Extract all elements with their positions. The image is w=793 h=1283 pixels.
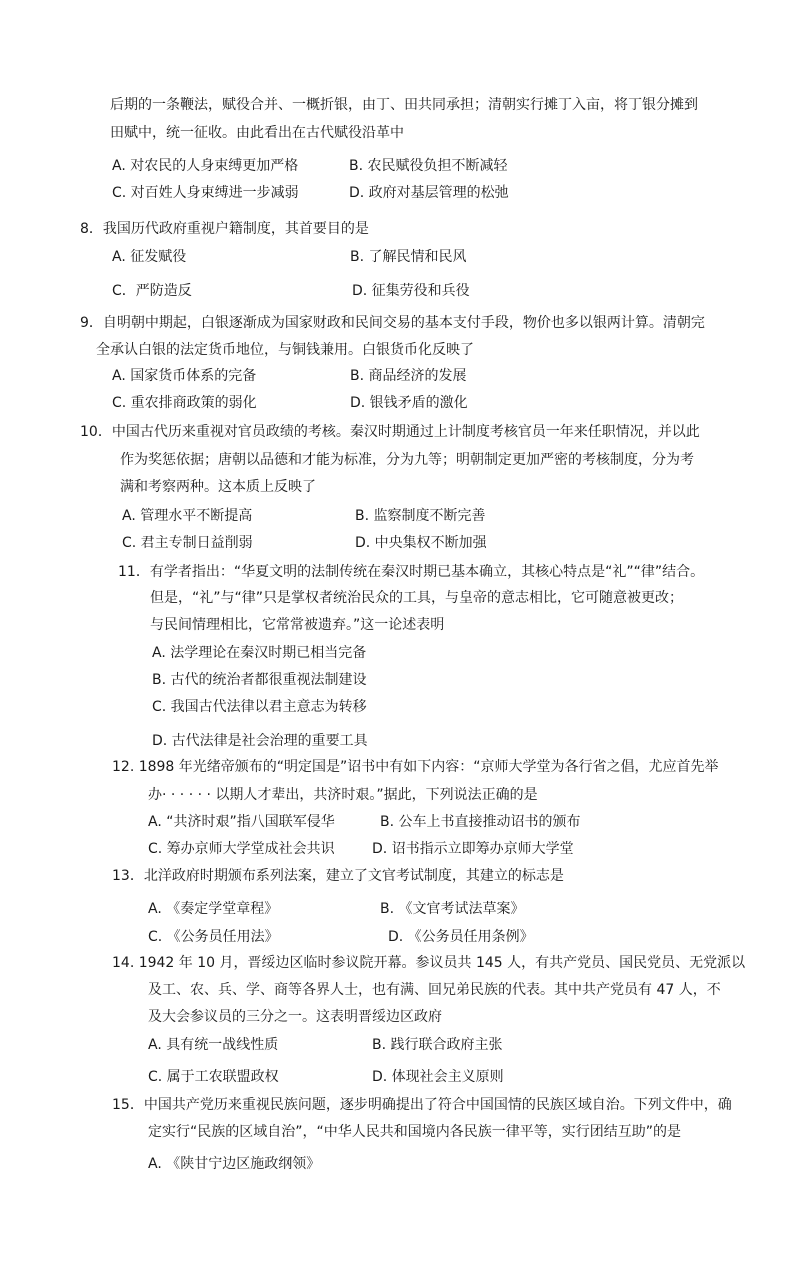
question-12-stem-line-2: 办· · · · · · 以期人才辈出，共济时艰。”据此，下列说法正确的是 <box>148 787 538 803</box>
question-8-option-d: D. 征集劳役和兵役 <box>352 283 470 299</box>
question-13-option-c: C. 《公务员任用法》 <box>148 929 279 945</box>
question-9-stem-line-2: 全承认白银的法定货币地位，与铜钱兼用。白银货币化反映了 <box>96 342 474 358</box>
question-12-option-b: B. 公车上书直接推动诏书的颁布 <box>380 814 581 830</box>
question-9-stem-line-1: 9．自明朝中期起，白银逐渐成为国家财政和民间交易的基本支付手段，物价也多以银两计算。清朝完 <box>80 315 705 331</box>
question-11-option-a: A. 法学理论在秦汉时期已相当完备 <box>152 645 367 661</box>
question-12-stem-line-1: 12. 1898 年光绪帝颁布的“明定国是”诏书中有如下内容：“京师大学堂为各行省之倡，尤应首先举 <box>112 759 719 775</box>
question-10-stem-line-3: 满和考察两种。这本质上反映了 <box>120 479 316 495</box>
question-13-option-d: D. 《公务员任用条例》 <box>388 929 534 945</box>
question-15-stem-line-2: 定实行“民族的区域自治”，“中华人民共和国境内各民族一律平等，实行团结互助”的是 <box>148 1124 682 1140</box>
question-10-stem-line-2: 作为奖惩依据；唐朝以品德和才能为标准，分为九等；明朝制定更加严密的考核制度，分为考 <box>120 452 694 468</box>
question-9-option-a: A. 国家货币体系的完备 <box>112 368 257 384</box>
question-10-option-b: B. 监察制度不断完善 <box>355 508 486 524</box>
question-7-stem-line-1: 后期的一条鞭法，赋役合并、一概折银，由丁、田共同承担；清朝实行摊丁入亩，将丁银分摊到 <box>110 97 698 113</box>
question-15-option-a: A. 《陕甘宁边区施政纲领》 <box>148 1156 321 1172</box>
question-14-stem-line-1: 14. 1942 年 10 月，晋绥边区临时参议院开幕。参议员共 145 人，有共产党员、国民党员、无党派以 <box>112 955 746 971</box>
question-7-option-c: C. 对百姓人身束缚进一步减弱 <box>112 185 299 201</box>
question-13-option-a: A. 《奏定学堂章程》 <box>148 901 279 917</box>
question-7-option-b: B. 农民赋役负担不断减轻 <box>349 158 508 174</box>
question-7-option-a: A. 对农民的人身束缚更加严格 <box>112 158 299 174</box>
question-11-stem-line-2: 但是，“礼”与“律”只是掌权者统治民众的工具，与皇帝的意志相比，它可随意被更改； <box>150 590 684 606</box>
question-8-option-a: A. 征发赋役 <box>112 249 187 265</box>
question-8-stem-line-1: 8．我国历代政府重视户籍制度，其首要目的是 <box>80 221 369 237</box>
question-8-option-b: B. 了解民情和民风 <box>350 249 467 265</box>
question-10-option-c: C. 君主专制日益削弱 <box>122 535 253 551</box>
question-14-option-b: B. 践行联合政府主张 <box>372 1037 503 1053</box>
question-7-stem-line-2: 田赋中，统一征收。由此看出在古代赋役沿革中 <box>110 125 404 141</box>
question-8-option-c: C．严防造反 <box>112 283 192 299</box>
question-11-option-d: D. 古代法律是社会治理的重要工具 <box>152 733 368 749</box>
question-9-option-c: C. 重农排商政策的弱化 <box>112 395 257 411</box>
question-12-option-d: D. 诏书指示立即筹办京师大学堂 <box>372 841 574 857</box>
question-14-option-a: A. 具有统一战线性质 <box>148 1037 279 1053</box>
question-13-stem-line-1: 13．北洋政府时期颁布系列法案，建立了文官考试制度，其建立的标志是 <box>112 868 564 884</box>
question-10-stem-line-1: 10．中国古代历来重视对官员政绩的考核。秦汉时期通过上计制度考核官员一年来任职情况，并以此 <box>80 424 700 440</box>
question-11-option-c: C. 我国古代法律以君主意志为转移 <box>152 699 367 715</box>
question-13-option-b: B. 《文官考试法草案》 <box>380 901 525 917</box>
question-11-option-b: B. 古代的统治者都很重视法制建设 <box>152 672 367 688</box>
question-9-option-d: D. 银钱矛盾的激化 <box>350 395 468 411</box>
question-14-stem-line-3: 及大会参议员的三分之一。这表明晋绥边区政府 <box>148 1009 442 1025</box>
question-14-stem-line-2: 及工、农、兵、学、商等各界人士，也有满、回兄弟民族的代表。其中共产党员有 47 人，不 <box>148 982 721 998</box>
question-11-stem-line-1: 11．有学者指出：“华夏文明的法制传统在秦汉时期已基本确立，其核心特点是“礼”“律”结合。 <box>118 564 705 580</box>
question-12-option-a: A. “共济时艰”指八国联军侵华 <box>148 814 335 830</box>
question-10-option-d: D. 中央集权不断加强 <box>355 535 487 551</box>
question-14-option-c: C. 属于工农联盟政权 <box>148 1069 279 1085</box>
question-14-option-d: D. 体现社会主义原则 <box>372 1069 504 1085</box>
question-15-stem-line-1: 15．中国共产党历来重视民族问题，逐步明确提出了符合中国国情的民族区域自治。下列文件中，确 <box>112 1097 732 1113</box>
question-10-option-a: A. 管理水平不断提高 <box>122 508 253 524</box>
question-11-stem-line-3: 与民间情理相比，它常常被遗弃。”这一论述表明 <box>150 617 445 633</box>
question-12-option-c: C. 筹办京师大学堂成社会共识 <box>148 841 335 857</box>
question-9-option-b: B. 商品经济的发展 <box>350 368 467 384</box>
question-7-option-d: D. 政府对基层管理的松弛 <box>349 185 509 201</box>
